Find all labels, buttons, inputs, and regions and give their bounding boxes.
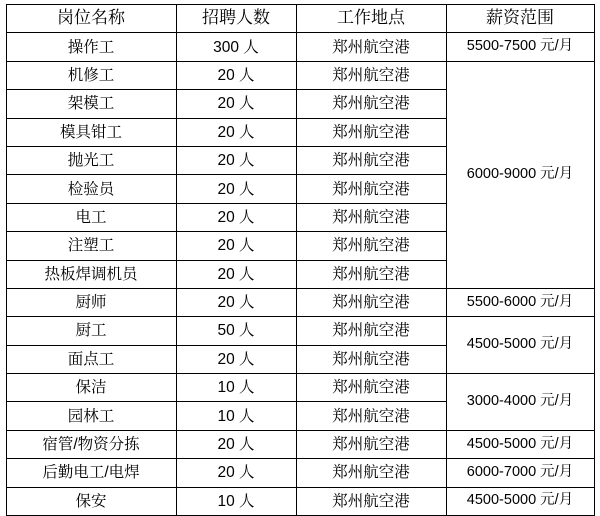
cell-count: 300 人 (176, 33, 296, 61)
cell-post: 检验员 (6, 175, 176, 203)
cell-place: 郑州航空港 (296, 459, 446, 487)
cell-count: 10 人 (176, 487, 296, 515)
table-row (6, 487, 594, 515)
cell-place: 郑州航空港 (296, 118, 446, 146)
cell-count: 20 人 (176, 345, 296, 373)
cell-post: 保洁 (6, 374, 176, 402)
cell-place: 郑州航空港 (296, 345, 446, 373)
cell-count: 20 人 (176, 146, 296, 174)
table-row (6, 374, 594, 402)
cell-salary: 6000-7000 元/月 (446, 459, 594, 487)
cell-place: 郑州航空港 (296, 374, 446, 402)
cell-post: 机修工 (6, 61, 176, 89)
cell-post: 电工 (6, 203, 176, 231)
table-row (6, 61, 594, 89)
cell-count: 20 人 (176, 90, 296, 118)
cell-place: 郑州航空港 (296, 288, 446, 316)
cell-count: 20 人 (176, 260, 296, 288)
cell-place: 郑州航空港 (296, 487, 446, 515)
cell-count: 20 人 (176, 175, 296, 203)
cell-count: 20 人 (176, 61, 296, 89)
cell-count: 20 人 (176, 118, 296, 146)
cell-post: 架模工 (6, 90, 176, 118)
cell-salary: 4500-5000 元/月 (446, 487, 594, 515)
cell-place: 郑州航空港 (296, 260, 446, 288)
table-row (6, 459, 594, 487)
cell-count: 10 人 (176, 402, 296, 430)
cell-post: 厨工 (6, 317, 176, 345)
cell-place: 郑州航空港 (296, 90, 446, 118)
cell-place: 郑州航空港 (296, 232, 446, 260)
cell-salary: 5500-6000 元/月 (446, 288, 594, 316)
cell-place: 郑州航空港 (296, 61, 446, 89)
cell-post: 热板焊调机员 (6, 260, 176, 288)
cell-post: 后勤电工/电焊 (6, 459, 176, 487)
cell-place: 郑州航空港 (296, 402, 446, 430)
column-header-salary: 薪资范围 (446, 5, 594, 33)
column-header-place: 工作地点 (296, 5, 446, 33)
cell-place: 郑州航空港 (296, 203, 446, 231)
cell-place: 郑州航空港 (296, 33, 446, 61)
cell-post: 宿管/物资分拣 (6, 430, 176, 458)
cell-post: 注塑工 (6, 232, 176, 260)
cell-count: 20 人 (176, 203, 296, 231)
cell-post: 园林工 (6, 402, 176, 430)
cell-count: 20 人 (176, 459, 296, 487)
table-row (6, 288, 594, 316)
cell-salary: 5500-7500 元/月 (446, 33, 594, 61)
cell-count: 50 人 (176, 317, 296, 345)
cell-salary: 4500-5000 元/月 (446, 317, 594, 374)
cell-post: 厨师 (6, 288, 176, 316)
cell-place: 郑州航空港 (296, 430, 446, 458)
cell-salary: 4500-5000 元/月 (446, 430, 594, 458)
cell-post: 面点工 (6, 345, 176, 373)
recruitment-table (6, 4, 595, 516)
header-row (6, 5, 594, 33)
cell-count: 20 人 (176, 430, 296, 458)
cell-count: 20 人 (176, 232, 296, 260)
table-header (6, 5, 594, 33)
cell-post: 模具钳工 (6, 118, 176, 146)
cell-salary: 6000-9000 元/月 (446, 61, 594, 288)
column-header-post: 岗位名称 (6, 5, 176, 33)
table-row (6, 33, 594, 61)
table-row (6, 317, 594, 345)
cell-place: 郑州航空港 (296, 317, 446, 345)
cell-count: 20 人 (176, 288, 296, 316)
cell-post: 保安 (6, 487, 176, 515)
cell-place: 郑州航空港 (296, 175, 446, 203)
table-body (6, 33, 594, 516)
cell-place: 郑州航空港 (296, 146, 446, 174)
cell-post: 抛光工 (6, 146, 176, 174)
column-header-count: 招聘人数 (176, 5, 296, 33)
table-row (6, 430, 594, 458)
cell-post: 操作工 (6, 33, 176, 61)
cell-salary: 3000-4000 元/月 (446, 374, 594, 431)
cell-count: 10 人 (176, 374, 296, 402)
